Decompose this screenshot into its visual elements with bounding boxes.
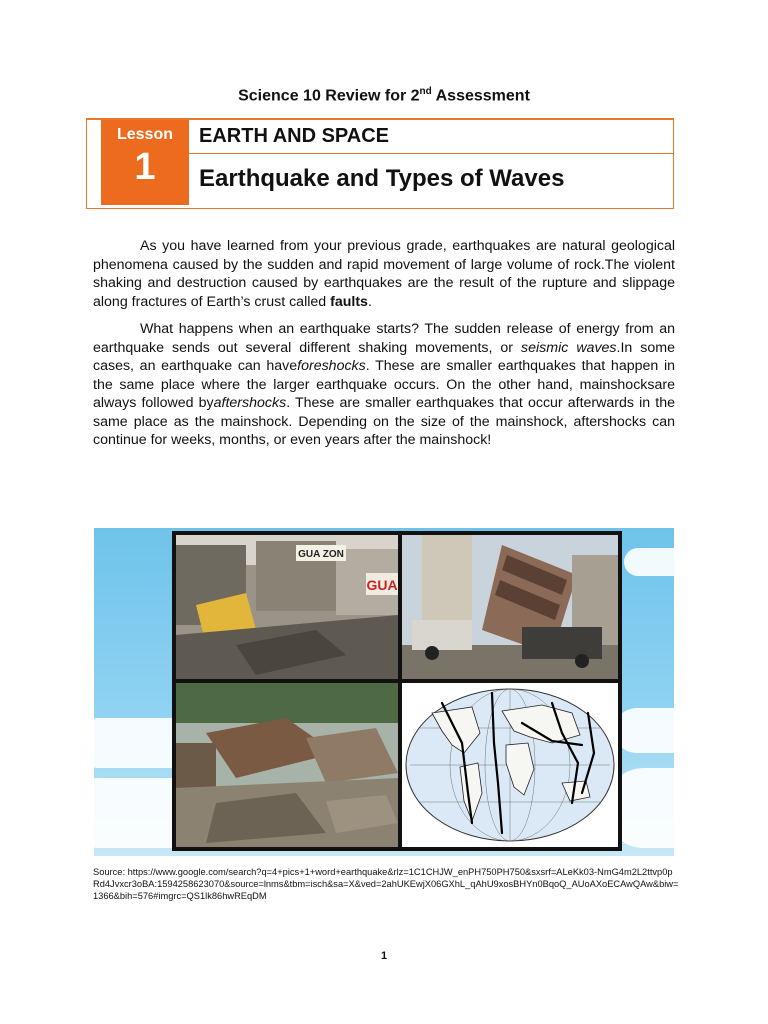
cloud-decoration (624, 548, 674, 576)
earthquake-figure (94, 528, 674, 856)
page-number: 1 (380, 950, 388, 962)
cloud-decoration (614, 708, 674, 753)
lesson-topic: Earthquake and Types of Waves (199, 165, 565, 192)
paragraph-shocks-text-c: . These are smaller earthquakes that happen in the same place where the larger earthquake occurs. On the other hand, mainshocksare always followed by (93, 358, 675, 411)
destroyed-houses-photo (176, 683, 398, 847)
lesson-header (86, 118, 674, 209)
lesson-badge (101, 120, 189, 205)
page-title-superscript: nd (419, 86, 432, 97)
photo-collage (172, 531, 622, 851)
paragraph-shocks-text-a: What happens when an earthquake starts? The sudden release of energy from an earthquake sends out several different shaking movements, or (93, 321, 675, 356)
lesson-subject: EARTH AND SPACE (189, 120, 673, 154)
paragraph-intro (93, 237, 675, 311)
image-source-citation: Source: https://www.google.com/search?q=4+pics+1+word+earthquake&rlz=1C1CHJW_enPH750PH750&sxsrf=ALeKk03-NmG4m2L2ttvp0pRd4Jvxcr3oBA:1594258623070&source=lnms&tbm=isch&sa=X&ved=2ahUKEwjX06GXhL_qAhU9xosBHYn0BqoQ_AUoAXoECAwQAw&biw=1366&bih=576#imgrc=QS1lk86hwREqDM (93, 867, 679, 901)
collapsed-street-photo (176, 535, 398, 679)
paragraph-intro-text: As you have learned from your previous grade, earthquakes are natural geological phenomena caused by the sudden and rapid movement of large volume of rock.The violent shaking and destruction caused by earthquakes are the result of the rupture and slippage along fractures of Earth’s crust called (93, 238, 675, 310)
world-fault-map (402, 683, 618, 847)
page-title (0, 86, 768, 105)
page-title-text: Science 10 Review for 2 (238, 87, 420, 105)
lesson-number: 1 (134, 146, 156, 188)
term-aftershocks: aftershocks (213, 395, 287, 411)
paragraph-shocks-text-b: .In some cases, an earthquake can have (93, 339, 675, 374)
paragraph-shocks-text-d: . These are smaller earthquakes that occur afterwards in the same place as the mainshock. Depending on the size of the mainshock, aftershocks can continue for weeks, months, or even years after the mainshock! (93, 395, 675, 448)
term-faults: faults (330, 293, 368, 310)
paragraph-intro-end: . (367, 293, 372, 310)
page-title-suffix: Assessment (431, 87, 530, 105)
sign-text-1: GUA ZON (298, 549, 344, 560)
sign-text-2: GUA (366, 577, 398, 593)
term-foreshocks: foreshocks (297, 358, 366, 374)
lesson-label: Lesson (116, 126, 173, 143)
tilted-building-photo (402, 535, 618, 679)
paragraph-shocks (93, 320, 675, 450)
term-seismic-waves: seismic waves (521, 339, 617, 356)
